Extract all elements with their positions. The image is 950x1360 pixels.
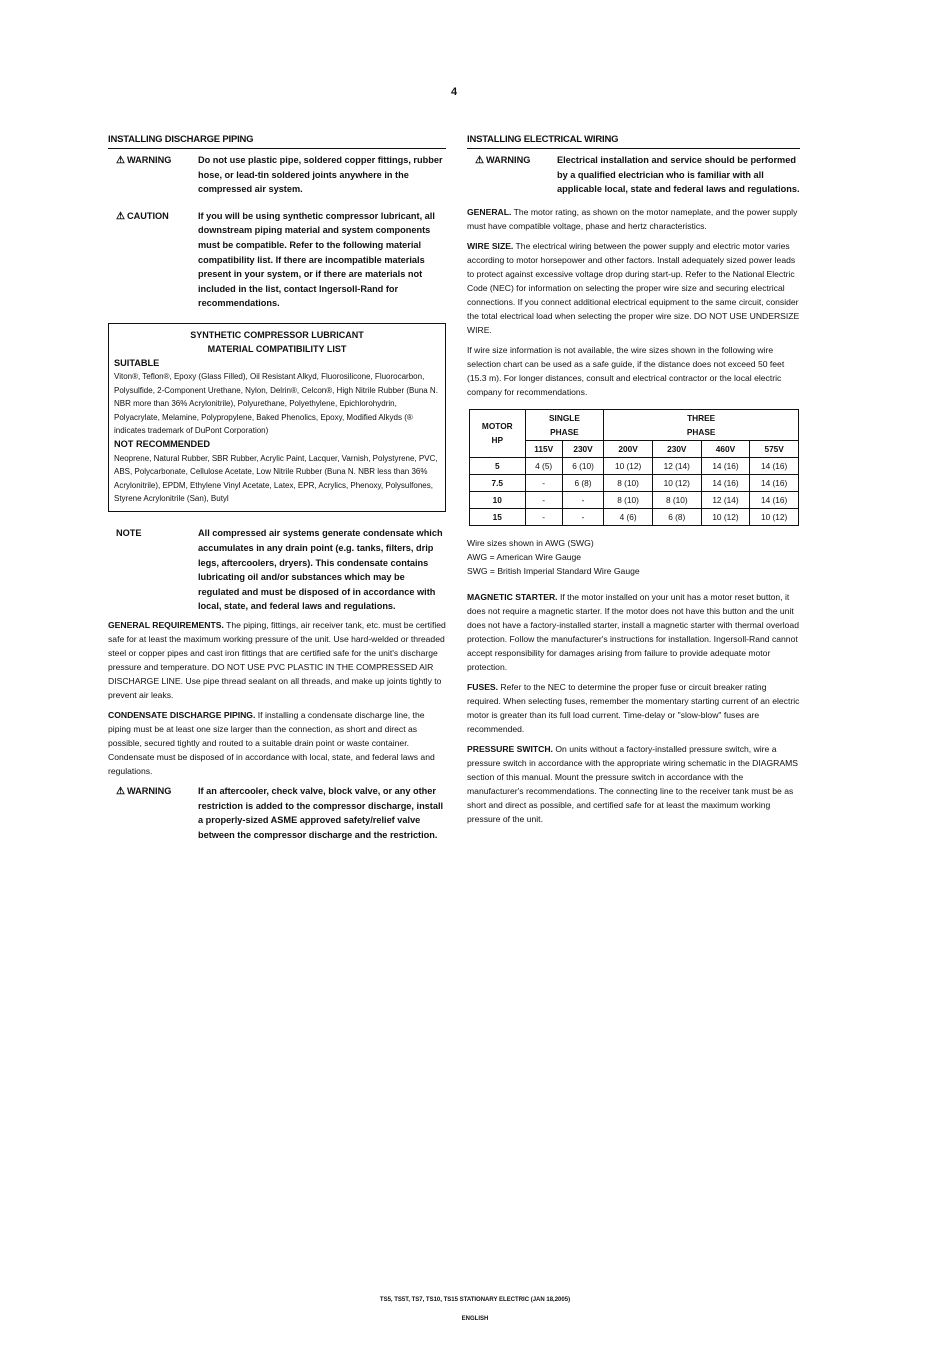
pressure-switch-label: PRESSURE SWITCH. [467,743,553,754]
wire-size-paragraph: WIRE SIZE. The electrical wiring between the power supply and electric motor varies according to motor horsepower and other factors. Install adequately sized power leads to protect against excessive voltage drop during start-up. Refer to the National Electric Code (NEC) for information on selecting the proper wire size and securing electrical connections. If you connect additional electrical equipment to the same circuit, consider the total electrical load when selecting the proper wire size. DO NOT USE UNDERSIZE WIRE. [467,240,800,335]
footer-language: ENGLISH [461,1316,489,1322]
table-row [470,491,799,508]
not-recommended-list: Neoprene, Natural Rubber, SBR Rubber, Acrylic Paint, Lacquer, Varnish, Polystyrene, PVC, ABS, Polycarbonate, Cellulose Acetate, Low Nitrile Rubber (Buna N. NBR less than 36% Acrylonitrile), EPDM, Ethylene Vinyl Acetate, Latex, EPR, Acrylics, Phenoxy, Polysulfones, Styrene Acrylonitrile (San), Butyl [114,453,438,503]
single-phase-header: SINGLE PHASE [525,409,604,440]
lubricant-compatibility-box [108,323,446,512]
wire-size-cell: 14 (16) [750,457,799,474]
magnetic-starter-label: MAGNETIC STARTER. [467,591,558,602]
wire-size-cell: 8 (10) [652,491,701,508]
wire-size-cell: 10 (12) [701,508,750,525]
note-text: All compressed air systems generate condensate which accumulates in any drain point (e.g. tanks, filters, drip legs, aftercoolers, dryers). This condensate contains lubricating oil and/or substances which may be regulated and must be disposed of in accordance with local, state, and federal laws and regulations. [198,528,443,612]
footer-model-line: TS5, TS5T, TS7, TS10, TS15 STATIONARY ELECTRIC (JAN 18,2005) [379,1297,571,1303]
condensate-label: CONDENSATE DISCHARGE PIPING. [108,709,256,720]
suitable-list: Viton®, Teflon®, Epoxy (Glass Filled), Oil Resistant Alkyd, Fluorosilicone, Fluorocarbon, Polysulfide, 2-Component Urethane, Nylon, Delrin®, Celcon®, High Nitrile Rubber (Buna N. NBR more than 36% Acrylonitrile), Polyurethane, Polyethylene, Epichlorohydrin, Polyacrylate, Melamine, Polypropylene, Baked Phenolics, Epoxy, Modified Alkyds (® indicates trademark of DuPont Corporation) [114,372,438,435]
general-requirements-paragraph: GENERAL REQUIREMENTS. The piping, fittings, air receiver tank, etc. must be certified safe for at least the maximum working pressure of the unit. Use hard-welded or threaded steel or copper pipes and cast iron fittings that are certified safe for the unit's discharge pressure and temperature. DO NOT USE PVC PLASTIC IN THE COMPRESSED AIR DISCHARGE LINE. Use pipe thread sealant on all threads, and make up joints tightly to prevent air leaks. [108,619,446,700]
not-recommended-heading: NOT RECOMMENDED [114,439,210,450]
motor-hp-header: MOTOR HP [470,409,526,457]
wire-size-cell: 14 (16) [750,474,799,491]
legend-line: Wire sizes shown in AWG (SWG) [467,537,594,548]
condensate-paragraph: CONDENSATE DISCHARGE PIPING. If installing a condensate discharge line, the piping must be at least one size larger than the connection, as short and direct as possible, secured tightly and routed to a suitable drain point or waste container. Condensate must be disposed of in accordance with local, state, and federal laws and regulations. [108,709,435,776]
voltage-header: 115V [525,440,562,457]
caution-block [108,209,446,311]
general-requirements-label: GENERAL REQUIREMENTS. [108,619,224,630]
suitable-heading: SUITABLE [114,357,160,368]
warning-block [108,153,446,197]
pressure-switch-paragraph: PRESSURE SWITCH. On units without a factory-installed pressure switch, wire a pressure switch in accordance with the appropriate wiring schematic in the DIAGRAMS section of this manual. Mount the pressure switch in accordance with the manufacturer's recommendations. The connecting line to the receiver tank must be as short and direct as possible, and certified safe for at least the maximum working pressure of the unit. [467,743,799,824]
voltage-header: 230V [652,440,701,457]
right-column [467,133,800,832]
three-phase-header: THREE PHASE [604,409,799,440]
hp-cell: 5 [470,457,526,474]
wire-selection-table [469,409,799,526]
voltage-header: 575V [750,440,799,457]
page-number: 4 [451,86,458,98]
fuses-label: FUSES. [467,681,499,692]
warning-triangle-icon: ⚠ [475,155,484,166]
legend-line: SWG = British Imperial Standard Wire Gauge [467,565,640,576]
section-heading-electrical-wiring: INSTALLING ELECTRICAL WIRING [467,133,800,149]
table-row [470,474,799,491]
wire-size-cell: 14 (16) [701,457,750,474]
table-row [470,457,799,474]
warning-triangle-icon: ⚠ [116,155,125,166]
wire-legend [467,536,800,578]
caution-label: ⚠ CAUTION [116,210,169,222]
voltage-header: 200V [604,440,653,457]
wire-size-cell: 6 (8) [562,474,604,491]
general-paragraph: GENERAL. The motor rating, as shown on the motor nameplate, and the power supply must have compatible voltage, phase and hertz characteristics. [467,206,798,231]
warning-label: ⚠ WARNING [116,155,172,166]
wire-size-cell: 8 (10) [604,474,653,491]
warning-label-2: ⚠ WARNING [116,785,172,797]
wire-size-cell: - [562,508,604,525]
wire-size-cell: 4 (5) [525,457,562,474]
wire-size-cell: 12 (14) [701,491,750,508]
box-title-line1: SYNTHETIC COMPRESSOR LUBRICANT [190,329,364,340]
note-label: NOTE [116,528,142,539]
general-label: GENERAL. [467,206,512,217]
caution-text: If you will be using synthetic compressor lubricant, all downstream piping material and system components must be compatible. Refer to the following material compatibility list. If there are incompatible materials present in your system, or if there are materials not included in the list, contact Ingersoll-Rand for recommendations. [198,210,435,309]
note-block [108,526,446,614]
page-footer [330,1291,620,1329]
wire-size-cell: 10 (12) [604,457,653,474]
wire-size-cell: 4 (6) [604,508,653,525]
hp-cell: 15 [470,508,526,525]
fuses-paragraph: FUSES. Refer to the NEC to determine the proper fuse or circuit breaker rating required. When selecting fuses, remember the momentary starting current of an electric motor is greater than its full load current. Time-delay or "slow-blow" fuses are recommended. [467,681,800,734]
warning-block-2 [108,784,446,842]
wire-size-cell: 10 (12) [652,474,701,491]
section-heading-discharge-piping: INSTALLING DISCHARGE PIPING [108,133,446,149]
left-column [108,133,446,854]
caution-triangle-icon: ⚠ [116,210,125,222]
electrical-warning-text: Electrical installation and service should be performed by a qualified electrician who is familiar with all applicable local, state and federal laws and regulations. [557,155,800,195]
wire-size-cell: 6 (8) [652,508,701,525]
wire-size-cell: - [562,491,604,508]
wire-size-cell: 12 (14) [652,457,701,474]
wire-size-cell: - [525,508,562,525]
hp-cell: 10 [470,491,526,508]
wire-size-cell: 14 (16) [750,491,799,508]
hp-cell: 7.5 [470,474,526,491]
legend-line: AWG = American Wire Gauge [467,551,582,562]
wire-size-cell: - [525,474,562,491]
wire-size-cell: 10 (12) [750,508,799,525]
wire-size-cell: 8 (10) [604,491,653,508]
warning-triangle-icon: ⚠ [116,785,125,797]
table-row [470,508,799,525]
voltage-header: 460V [701,440,750,457]
warning-label: ⚠ WARNING [475,155,531,166]
warning-text: Do not use plastic pipe, soldered copper fittings, rubber hose, or lead-tin soldered joints anywhere in the compressed air system. [198,155,443,195]
warning-text-2: If an aftercooler, check valve, block valve, or any other restriction is added to the compressor discharge, install a properly-sized ASME approved safety/relief valve between the compressor discharge and the restriction. [198,785,444,840]
box-title-line2: MATERIAL COMPATIBILITY LIST [207,343,347,354]
magnetic-starter-paragraph: MAGNETIC STARTER. If the motor installed on your unit has a motor reset button, it does not require a magnetic starter. If the motor does not have this button and the unit does not have a factory-installed starter, install a magnetic starter with thermal overload protection. Follow the manufacturer's instructions for installation. Ingersoll-Rand cannot accept responsibility for damages arising from failure to provide adequate motor protection. [467,591,799,672]
wire-info-paragraph: If wire size information is not available, the wire sizes shown in the following wire selection chart can be used as a safe guide, if the distance does not exceed 50 feet (15.3 m). For longer distances, consult and electrical contractor or the local electric company for recommendations. [467,344,785,397]
table-header-row [470,409,799,440]
wire-size-label: WIRE SIZE. [467,240,514,251]
wire-size-cell: 14 (16) [701,474,750,491]
wire-size-cell: - [525,491,562,508]
wire-size-cell: 6 (10) [562,457,604,474]
voltage-header: 230V [562,440,604,457]
electrical-warning-block [467,153,800,197]
